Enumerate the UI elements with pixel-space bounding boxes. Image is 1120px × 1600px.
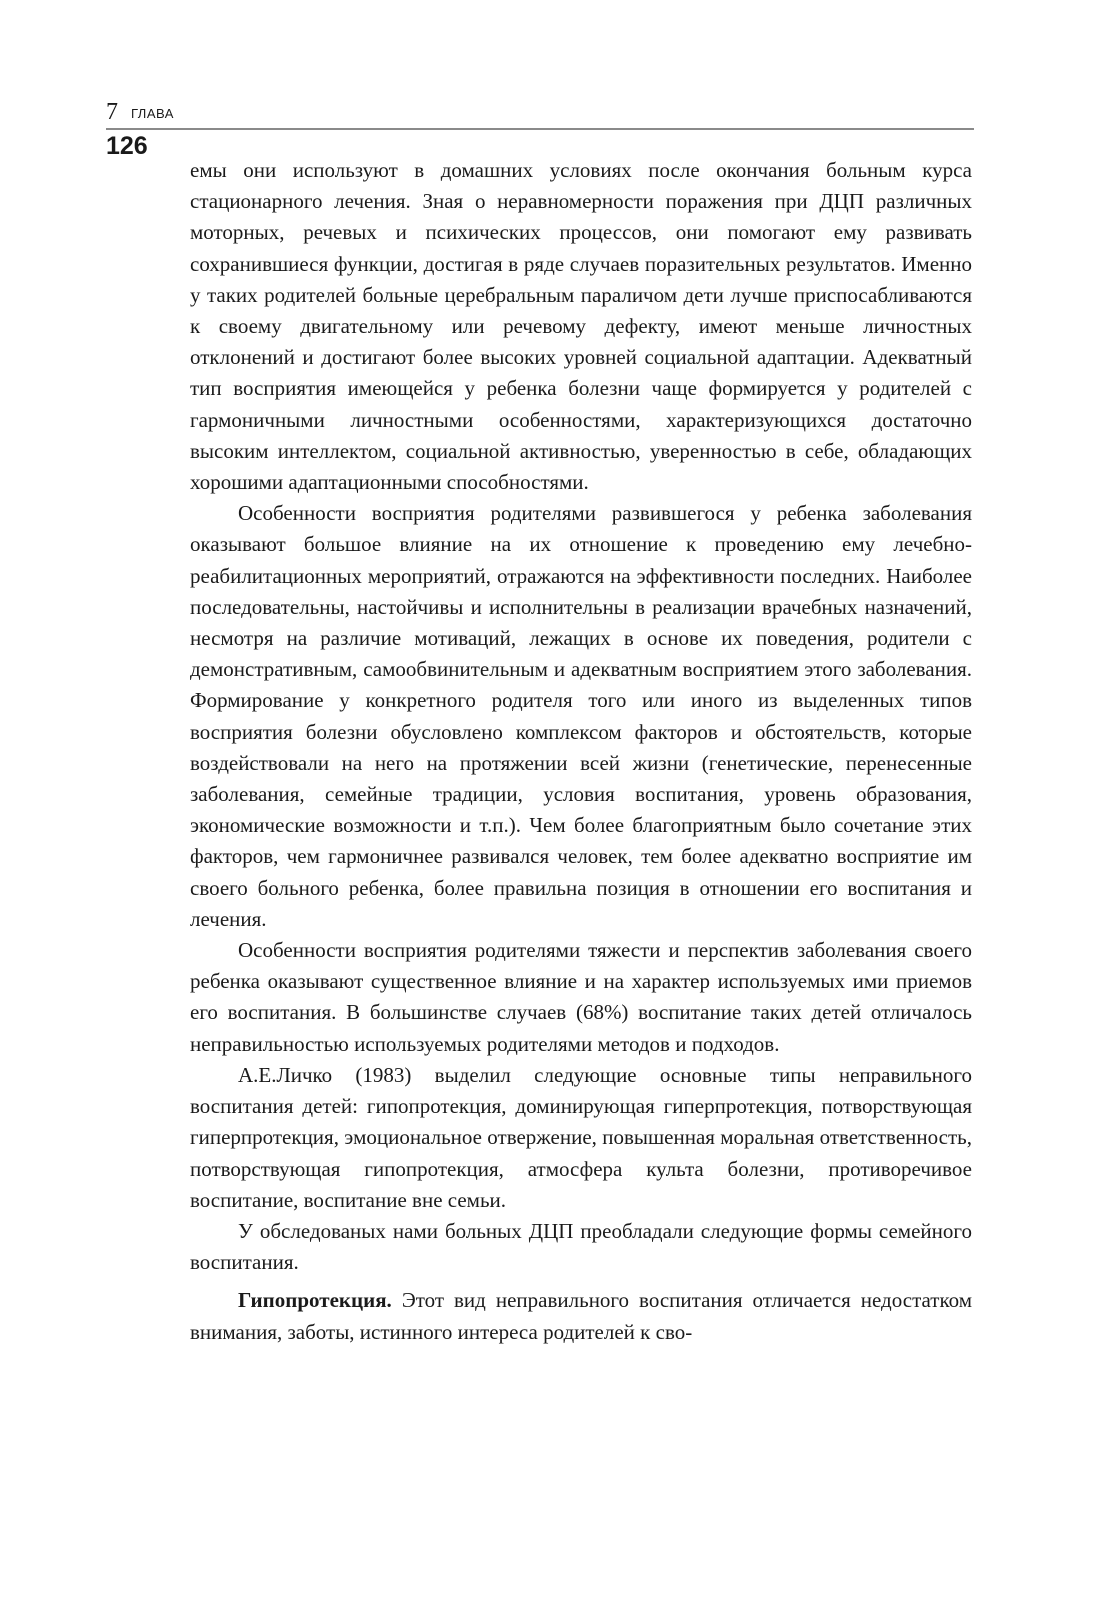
paragraph-6-text: Этот вид неправильного воспитания отличается недостатком внимания, заботы, истинного интереса родителей к сво- — [190, 1288, 972, 1344]
chapter-number: 7 — [106, 99, 118, 125]
paragraph-2: Особенности восприятия родителями развившегося у ребенка заболевания оказывают большое влияние на их отношение к проведению ему лечебно-реабилитационных мероприятий, отражаются на эффективности последних. Наиболее последовательны, настойчивы и исполнительны в реализации врачебных назначений, несмотря на различие мотиваций, лежащих в основе их поведения, родители с демонстративным, самообвинительным и адекватным восприятием этого заболевания. Формирование у конкретного родителя того или иного из выделенных типов восприятия болезни обусловлено комплексом факторов и обстоятельств, которые воздействовали на него на протяжении всей жизни (генетические, перенесенные заболевания, семейные традиции, условия воспитания, уровень образования, экономические возможности и т.п.). Чем более благоприятным было сочетание этих факторов, чем гармоничнее развивался человек, тем более адекватно восприятие им своего больного ребенка, более правильна позиция в отношении его воспитания и лечения. — [190, 501, 972, 931]
body-text — [190, 155, 972, 1348]
paragraph-1: емы они используют в домашних условиях после окончания больным курса стационарного лечения. Зная о неравномерности поражения при ДЦП различных моторных, речевых и психических процессов, они помогают ему развивать сохранившиеся функции, достигая в ряде случаев поразительных результатов. Именно у таких родителей больные церебральным параличом дети лучше приспосабливаются к своему двигательному или речевому дефекту, имеют меньше личностных отклонений и достигают более высоких уровней социальной адаптации. Адекватный тип восприятия имеющейся у ребенка болезни чаще формируется у родителей с гармоничными личностными особенностями, характеризующихся достаточно высоким интеллектом, социальной активностью, уверенностью в себе, обладающих хорошими адаптационными способностями. — [190, 158, 972, 495]
paragraph-6 — [190, 1285, 972, 1347]
chapter-label: ГЛАВА — [131, 106, 174, 121]
paragraph-4: А.Е.Личко (1983) выделил следующие основные типы неправильного воспитания детей: гипопротекция, доминирующая гиперпротекция, потворствующая гиперпротекция, эмоциональное отвержение, повышенная моральная ответственность, потворствующая гипопротекция, атмосфера культа болезни, противоречивое воспитание, воспитание вне семьи. — [190, 1062, 972, 1212]
header-rule — [106, 128, 974, 130]
running-header — [106, 96, 974, 132]
paragraph-5: У обследованых нами больных ДЦП преобладали следующие формы семейного воспитания. — [190, 1218, 972, 1275]
page-number: 126 — [106, 132, 148, 160]
paragraph-3: Особенности восприятия родителями тяжести и перспектив заболевания своего ребенка оказывают существенное влияние и на характер используемых ими приемов его воспитания. В большинстве случаев (68%) воспитание таких детей отличалось неправильностью используемых родителями методов и подходов. — [190, 938, 972, 1056]
run-in-heading: Гипопротекция. — [238, 1288, 392, 1313]
